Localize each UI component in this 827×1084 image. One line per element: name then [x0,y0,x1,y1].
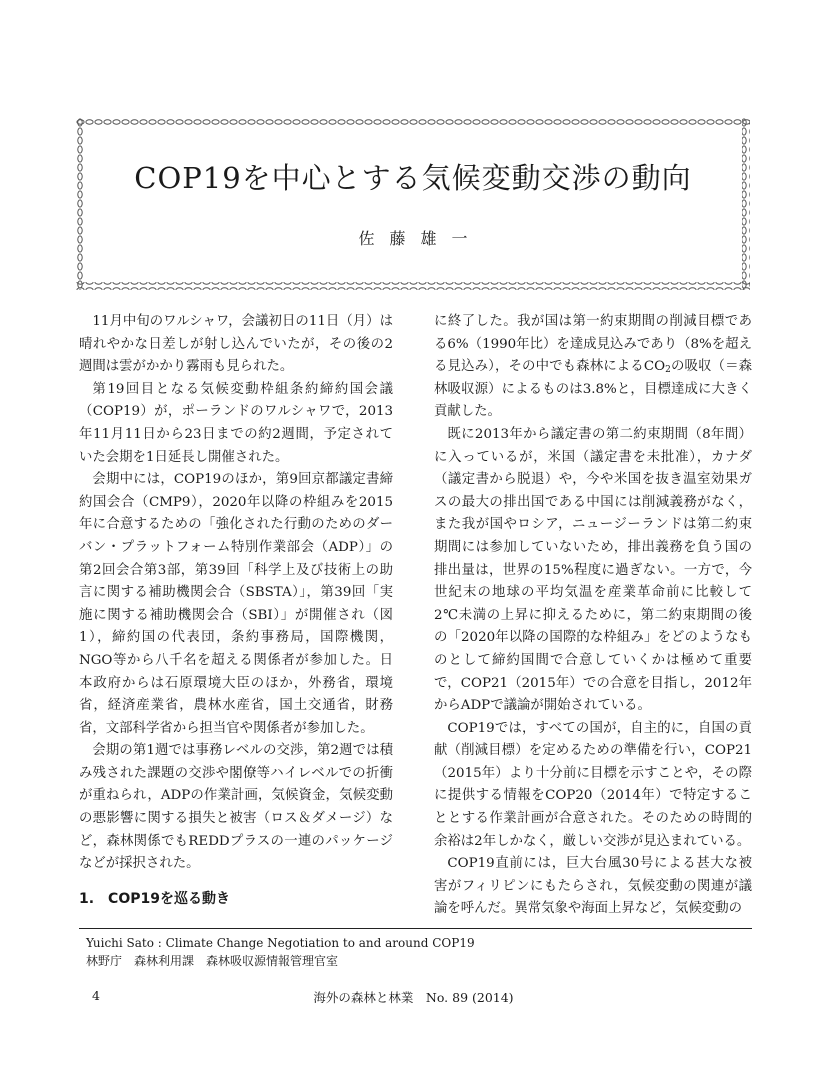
paragraph: 11月中旬のワルシャワ，会議初日の11日（月）は晴れやかな日差しが射し込んでいたが，その後の2週間は雲がかかり霧雨も見られた。 [79,314,393,375]
paragraph: 第19回目となる気候変動枠組条約締約国会議（COP19）が，ポーランドのワルシャワで，2013年11月11日から23日までの約2週間，予定されていた会期を1日延長し開催された。 [79,381,393,465]
paragraph: COP19直前には，巨大台風30号による甚大な被害がフィリピンにもたらされ，気候変動の関連が議論を呼んだ。異常気象や海面上昇など，気候変動の [434,856,752,917]
author-name: 佐藤雄一 [358,229,483,248]
paragraph: 既に2013年から議定書の第二約束期間（8年間）に入っているが，米国（議定書を未批准），カナダ（議定書から脱退）や，今や米国を抜き温室効果ガスの最大の排出国である中国には削減義務がなく，また我が国やロシア，ニュージーランドは第二約束期間には参加していないため，排出義務を負う国の排出量は，世界の15%程度に過ぎない。一方で，今世紀末の地球の平均気温を産業革命前に比較して2℃未満の上昇に抑えるために，第二約束期間の後の「2020年以降の国際的な枠組み」をどのようなものとして締約国間で合意していくかは極めて重要で，COP21（2015年）での合意を目指し，2012年からADPで議論が開始されている。 [434,426,752,714]
paragraph: 会期中には，COP19のほか，第9回京都議定書締約国会合（CMP9），2020年以降の枠組みを2015年に合意するための「強化された行動のためのダーバン・プラットフォーム特別作業部会（ADP）」の第2回会合第3部，第39回「科学上及び技術上の助言に関する補助機関会合（SBSTA）」，第39回「実施に関する補助機関会合（SBI）」が開催され（図1），締約国の代表団，条約事務局，国際機関，NGO等から八千名を超える関係者が参加した。日本政府からは石原環境大臣のほか，外務省，環境省，経済産業省，農林水産省，国土交通省，財務省，文部科学省から担当官や関係者が参加した。 [79,472,393,736]
paragraph: COP19では，すべての国が，自主的に，自国の貢献（削減目標）を定めるための準備を行い，COP21（2015年）より十分前に目標を示すことや，その際に提供する情報をCOP20（2014年）で特定することとする作業計画が合意された。そのための時間的余裕は2年しかなく，厳しい交渉が見込まれている。 [434,720,752,849]
section-heading: 1. COP19を巡る動き [79,890,230,907]
page-number: 4 [92,988,100,1003]
footnote-affiliation: 林野庁 森林利用課 森林吸収源情報管理官室 [86,954,339,968]
chain-border-frame [76,118,750,290]
text-run: の吸収（＝森林吸収源）によるものは3.8%と，目標達成に大きく貢献した。 [434,359,752,420]
footnote-divider [79,928,752,929]
title-box [76,118,750,290]
footnote [86,934,475,970]
subscript: 2 [665,365,671,376]
paragraph [434,311,752,424]
body-column-left [79,311,393,923]
body-column-right [434,311,752,923]
paragraph: 会期の第1週では事務レベルの交渉，第2週では積み残された課題の交渉や閣僚等ハイレベルでの折衝が重ねられ，ADPの作業計画，気候資金，気候変動の悪影響に関する損失と被害（ロス＆ダメージ）など，森林関係でもREDDプラスの一連のパッケージなどが採択された。 [79,743,393,872]
text-run: に終了した。我が国は第一約束期間の削減目標である6%（1990年比）を達成見込みであり（8%を超える見込み），その中でも森林によるCO [434,314,752,375]
footnote-english-name: Yuichi Sato : Climate Change Negotiation to and around COP19 [86,936,475,950]
page-title: COP19を中心とする気候変動交渉の動向 [134,161,692,195]
journal-footer: 海外の森林と林業 No. 89 (2014) [313,990,514,1005]
